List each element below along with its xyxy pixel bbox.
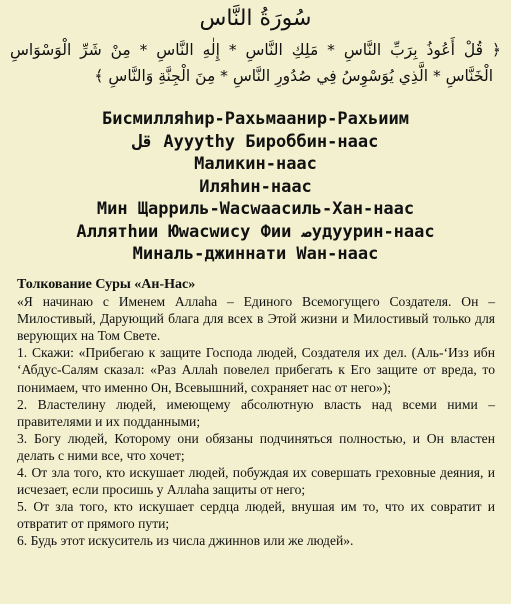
transliteration-block bbox=[0, 108, 511, 266]
interpretation-paragraph: «Я начинаю с Именем Аллаhа – Единого Всемогущего Создателя. Он – Милостивый, Дарующий блага для всех в Этой жизни и Милостивый только для верующих на Том Свете. bbox=[17, 294, 495, 344]
transliteration-line: Иляhин-наас bbox=[199, 176, 312, 197]
arabic-verse-line-1: ﴿ قُلْ أَعُوذُ بِرَبِّ النَّاسِ * مَلِكِ النَّاسِ * إِلٰهِ النَّاسِ * مِنْ شَرِّ الْوَسْوَاسِ bbox=[10, 41, 501, 59]
interpretation-paragraph: 3. Богу людей, Которому они обязаны подчиняться полностью, и Он властен делать с ними все, что хочет; bbox=[17, 430, 495, 463]
interpretation-paragraph: 6. Будь этот искуситель из числа джиннов или же людей». bbox=[17, 533, 354, 549]
transliteration-line: Мин Щарриль-Wасwаасиль-Хан-наас bbox=[96, 199, 415, 219]
arabic-verse-line-2: الْخَنَّاسِ * الَّذِي يُوَسْوِسُ فِي صُدُورِ النَّاسِ * مِنَ الْجِنَّةِ وَالنَّاسِ ﴾ bbox=[94, 67, 493, 85]
surah-title: سُورَةُ النَّاس bbox=[199, 6, 312, 31]
transliteration-line: ﻗﻞ Ауууthy Бироббин-наас bbox=[132, 131, 379, 152]
transliteration-line: Бисмилляhир-Рахьмаанир-Рахьиим bbox=[101, 109, 410, 129]
transliteration-line: Маликин-наас bbox=[194, 154, 317, 174]
transliteration-line: Аллятhии Юwасwису Фии ﺻудуурин-наас bbox=[76, 221, 435, 242]
transliteration-line: Миналь-джиннати Wан-наас bbox=[132, 244, 379, 264]
interpretation-section bbox=[17, 276, 495, 550]
interpretation-paragraph: 5. От зла того, кто искушает сердца людей, внушая им то, что их совратит и отвратит от прямого пути; bbox=[17, 499, 495, 532]
interpretation-paragraph: 1. Скажи: «Прибегаю к защите Господа людей, Создателя их дел. (Аль-‘Изз ибн ‘Абдус-Салям сказал: «Раз Аллаh повелел прибегать к Его защите от вреда, то понимаем, что именно Он, Всевышний, сохраняет нас от него»); bbox=[17, 345, 495, 395]
interpretation-paragraph: 2. Властелину людей, имеющему абсолютную власть над всеми ними – правителями и их подданными; bbox=[17, 396, 495, 429]
interpretation-heading: Толкование Суры «Ан-Нас» bbox=[17, 277, 196, 292]
interpretation-paragraph: 4. От зла того, кто искушает людей, побуждая их совершать греховные деяния, и исчезает, если просишь у Аллаhа защиты от него; bbox=[17, 465, 495, 498]
